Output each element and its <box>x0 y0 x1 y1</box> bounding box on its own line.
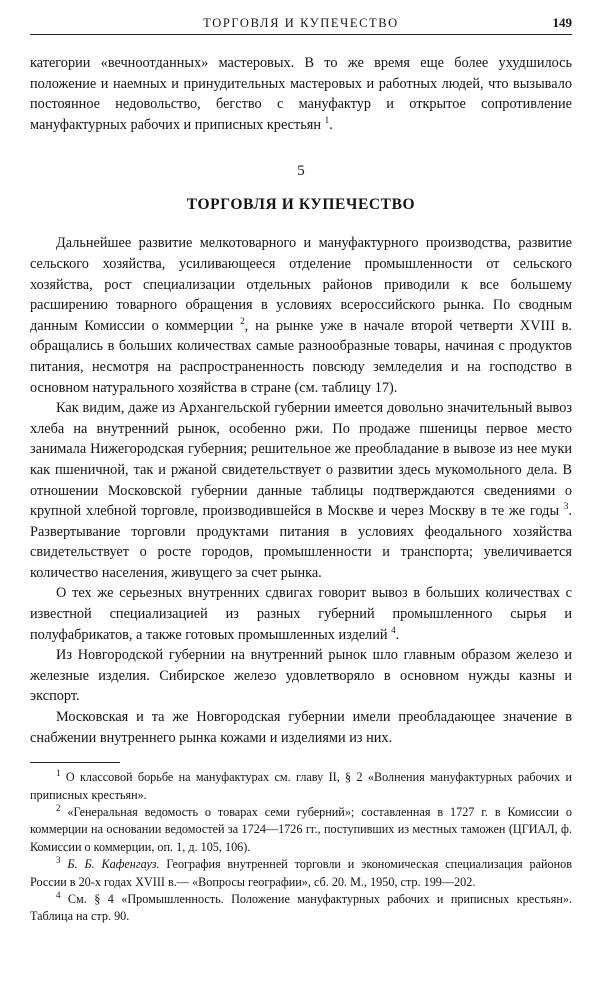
paragraph-text: Дальнейшее развитие мелкотоварного и мануфактурного производства, развитие сельского хозяйства, усиливающееся отделение промышленности от сельского хозяйства, рост специализации отдельных районов приводили к все большему расширению товарного обращения в условиях всероссийского рынка. По сводным данным Комиссии о коммерции <box>30 235 572 334</box>
paragraph-text-continued: . Развертывание торговли продуктами питания в условиях феодального хозяйства свидетельствует о росте городов, промышленности и транспорта; увеличивается количество населения, живущего за счет рынка. <box>30 503 572 581</box>
footnote <box>30 856 572 891</box>
section-title: ТОРГОВЛЯ И КУПЕЧЕСТВО <box>186 196 416 214</box>
running-header <box>30 12 572 35</box>
footnote-mark: 3 <box>56 855 61 866</box>
footnote-ref-1: 1 <box>324 115 330 126</box>
paragraph-text: Московская и та же Новгородская губернии имели преобладающее значение в снабжении внутреннего рынка кожами и изделиями из них. <box>30 709 572 746</box>
paragraph-text-continued: , на рынке уже в начале второй четверти XVIII в. обращались в больших количествах самые разнообразные товары, начиная с продуктов питания, несмотря на распространенность повсюду земледелия и на господство в основном натурального хозяйства в стране (см. таблицу 17). <box>30 317 573 396</box>
intro-paragraph: категории «вечноотданных» мастеровых. В то же время еще более ухудшилось положение и наемных и принудительных мастеровых и работных людей, что вызывало постоянное недовольство, бегство с мануфактур и открытое сопротивление мануфактурных рабочих и приписных крестьян $^1$. <box>30 55 572 133</box>
footnote-text: «Генеральная ведомость о товарах семи губерний»; составленная в 1727 г. в Комиссии о коммерции на основании ведомостей за 1724—1726 гг., поступивших из местных таможен (ЦГИАЛ, ф. Комиссии о коммерции, оп. 1, д. 105, 106). <box>30 805 572 854</box>
intro-paragraph-text: категории «вечноотданных» мастеровых. В то же время еще более ухудшилось положение и наемных и принудительных мастеровых и работных людей, что вызывало постоянное недовольство, бегство с мануфактур и открытое сопротивление мануфактурных рабочих и приписных крестьян <box>30 55 572 133</box>
paragraph-text-continued: . <box>395 626 400 643</box>
running-title: ТОРГОВЛЯ И КУПЕЧЕСТВО <box>203 16 399 30</box>
footnote-text: См. § 4 «Промышленность. Положение мануфактурных рабочих и приписных крестьян». Таблица на стр. 90. <box>30 892 572 924</box>
footnote-text: География внутренней торговли и экономическая специализация районов России в 20-х годах XVIII в.— «Вопросы географии», сб. 20. М., 1950, стр. 199—202. <box>30 857 573 889</box>
footnote <box>30 804 572 856</box>
footnote-author: Б. Б. Кафенгауз. <box>60 857 160 872</box>
body-paragraph <box>30 398 572 583</box>
footnote-text: О классовой борьбе на мануфактурах см. главу II, § 2 «Волнения мануфактурных рабочих и приписных крестьян». <box>30 770 572 802</box>
body-paragraph <box>30 233 572 398</box>
paragraph-text: Из Новгородской губернии на внутренний рынок шло главным образом железо и железные изделия. Сибирское железо удовлетворяло в основном нужды казны и экспорт. <box>30 647 572 705</box>
footnote-ref-4: 4 <box>391 624 396 635</box>
book-page <box>30 12 572 926</box>
footnote-ref-2: 2 <box>240 315 245 326</box>
page-number: 149 <box>552 15 572 30</box>
footnote-mark: 1 <box>56 768 61 779</box>
footnote-divider <box>30 762 120 763</box>
body-paragraph <box>30 645 572 707</box>
footnote-mark: 2 <box>56 802 61 813</box>
paragraph-text: Как видим, даже из Архангельской губернии имеется довольно значительный вывоз хлеба на внутренний рынок, особенно ржи. По продаже пшеницы первое место занимала Нижегородская губерния; решительное же преобладание в вывозе из нее муки как пшеничной, так и ржаной свидетельствует о развитии здесь мукомольного дела. В отношении Московской губернии данные таблицы подтверждаются сведениями о крупной хлебной торговле, производившейся в Москве и через Москву в те же годы <box>30 400 572 520</box>
footnote <box>30 891 572 926</box>
body-paragraph <box>30 583 572 645</box>
footnote-mark: 4 <box>56 890 61 900</box>
paragraph-text: О тех же серьезных внутренних сдвигах говорит вывоз в больших количествах с известной специализацией из разных губерний промышленного сырья и полуфабрикатов, а также готовых промышленных изделий <box>30 585 572 643</box>
body-paragraph <box>30 707 572 748</box>
footnote <box>30 769 572 804</box>
footnote-ref-3: 3 <box>563 501 569 512</box>
section-number: 5 <box>297 163 305 180</box>
